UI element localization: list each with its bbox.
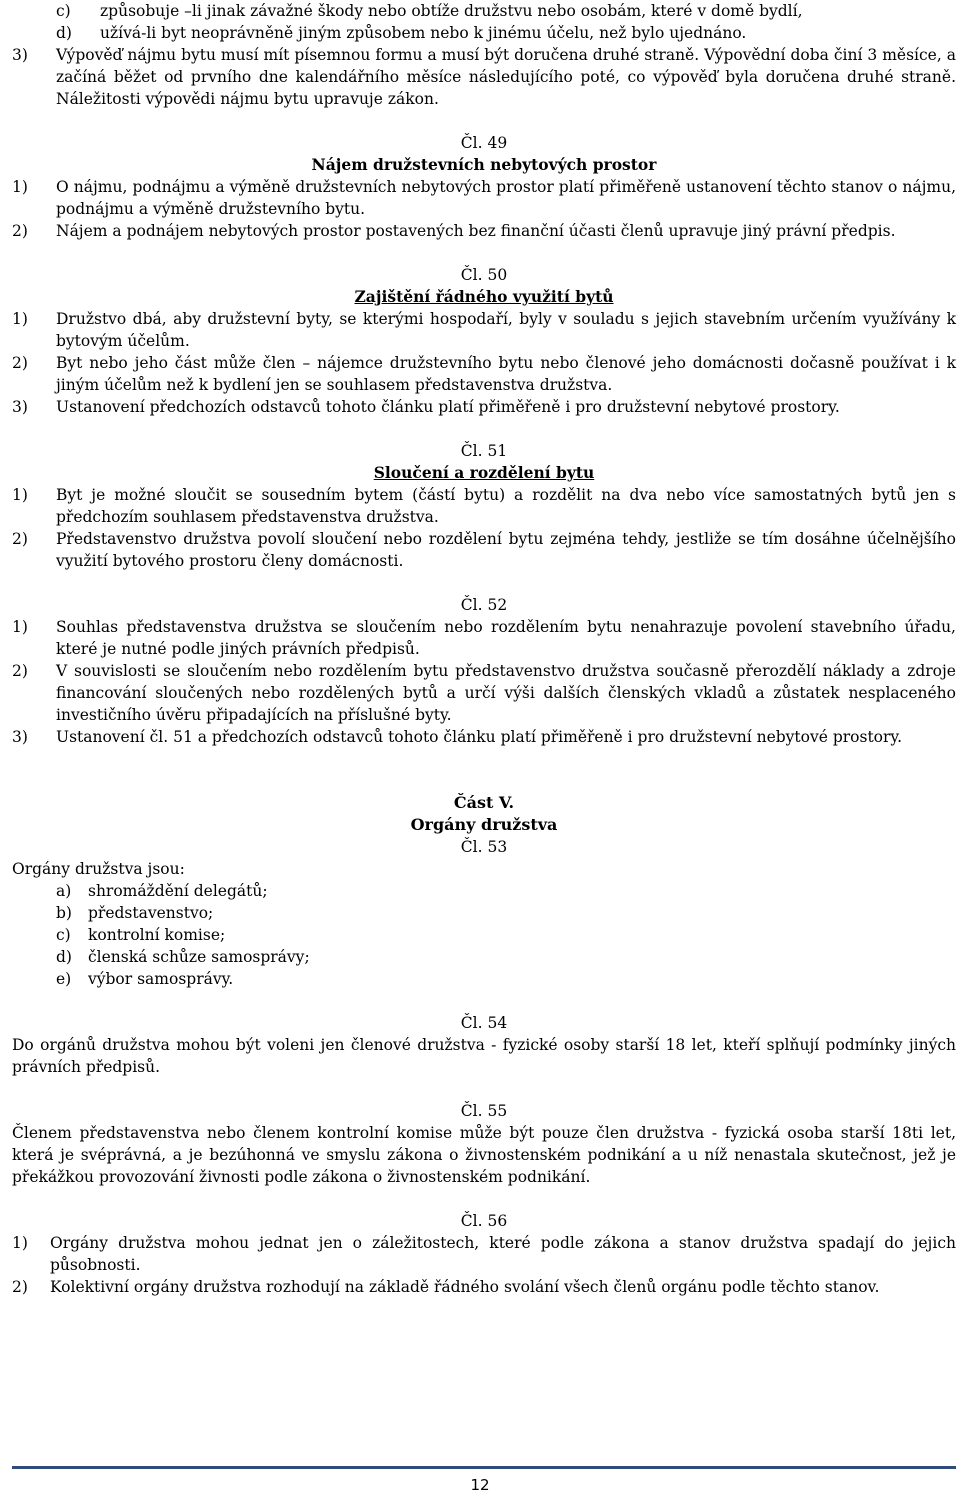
list-item [12, 396, 956, 418]
item-text: Družstvo dbá, aby družstevní byty, se kterými hospodaří, byly v souladu s jejich stavebním určením využívány k bytovým účelům. [56, 310, 956, 350]
list-item [12, 880, 956, 902]
item-text: Představenstvo družstva povolí sloučení nebo rozdělení bytu zejména tehdy, jestliže se tím dosáhne účelnějšího využití bytového prostoru členy domácnosti. [56, 530, 956, 570]
list-item [12, 946, 956, 968]
item-number: e) [56, 970, 72, 988]
part-5-title: Orgány družstva [410, 815, 558, 834]
article-54-label: Čl. 54 [460, 1014, 508, 1032]
item-number: 2) [12, 222, 28, 240]
list-item [12, 1232, 956, 1276]
item-text: Ustanovení předchozích odstavců tohoto článku platí přiměřeně i pro družstevní nebytové prostory. [56, 398, 840, 416]
item-number: 1) [12, 310, 28, 328]
article-50-title: Zajištění řádného využití bytů [354, 287, 614, 306]
article-51-label: Čl. 51 [460, 442, 508, 460]
item-text: shromáždění delegátů; [88, 882, 268, 900]
item-text: způsobuje –li jinak závažné škody nebo obtíže družstvu nebo osobám, které v domě bydlí, [100, 2, 803, 20]
item-text: Ustanovení čl. 51 a předchozích odstavců tohoto článku platí přiměřeně i pro družstevní nebytové prostory. [56, 728, 903, 746]
list-item-c [12, 0, 956, 22]
item-number: 3) [12, 398, 28, 416]
part-5-label: Část V. [453, 793, 515, 812]
item-number: 2) [12, 1278, 28, 1296]
item-text: Nájem a podnájem nebytových prostor postavených bez finanční účasti členů upravuje jiný právní předpis. [56, 222, 896, 240]
list-item [12, 616, 956, 660]
item-text: výbor samosprávy. [88, 970, 234, 988]
item-number: d) [56, 948, 72, 966]
item-text: Souhlas představenstva družstva se sloučením nebo rozdělením bytu nenahrazuje povolení stavebního úřadu, které je nutné podle jiných právních předpisů. [56, 618, 956, 658]
item-number: 1) [12, 1234, 28, 1252]
list-item-d [12, 22, 956, 44]
article-50-label: Čl. 50 [460, 266, 508, 284]
item-text: Orgány družstva mohou jednat jen o záležitostech, které podle zákona a stanov družstva spadají do jejich působnosti. [50, 1234, 956, 1274]
article-54-text: Do orgánů družstva mohou být voleni jen členové družstva - fyzické osoby starší 18 let, kteří splňují podmínky jiných právních předpisů. [12, 1036, 956, 1076]
item-number: 1) [12, 618, 28, 636]
list-item [12, 1276, 956, 1298]
item-number: 1) [12, 178, 28, 196]
item-number: b) [56, 904, 72, 922]
item-text: Byt je možné sloučit se sousedním bytem (částí bytu) a rozdělit na dva nebo více samostatných bytů jen s předchozím souhlasem představenstva družstva. [56, 486, 956, 526]
item-number: d) [56, 24, 72, 42]
article-52-label: Čl. 52 [460, 596, 508, 614]
article-56-label: Čl. 56 [460, 1212, 508, 1230]
item-number: 2) [12, 354, 28, 372]
article-53-intro: Orgány družstva jsou: [12, 860, 185, 878]
item-text: představenstvo; [88, 904, 214, 922]
list-item [12, 352, 956, 396]
list-item [12, 308, 956, 352]
page-number: 12 [470, 1476, 490, 1494]
footer-rule [12, 1466, 956, 1469]
list-item [12, 726, 956, 748]
article-55-label: Čl. 55 [460, 1102, 508, 1120]
list-item [12, 484, 956, 528]
article-55-text: Členem představenstva nebo členem kontrolní komise může být pouze člen družstva - fyzická osoba starší 18ti let, která je svéprávná, a je bezúhonná ve smyslu zákona o živnostenském podnikání a u níž nenastala skutečnost, jež je překážkou provozování živnosti podle zákona o živnostenském podnikání. [12, 1124, 956, 1186]
paragraph-3 [12, 44, 956, 110]
item-text: Výpověď nájmu bytu musí mít písemnou formu a musí být doručena druhé straně. Výpovědní doba činí 3 měsíce, a začíná běžet od prvního dne kalendářního měsíce následujícího poté, co výpověď byla doručena druhé straně. Náležitosti výpovědi nájmu bytu upravuje zákon. [56, 46, 956, 108]
list-item [12, 968, 956, 990]
list-item [12, 902, 956, 924]
article-49-title: Nájem družstevních nebytových prostor [311, 155, 657, 174]
item-text: užívá-li byt neoprávněně jiným způsobem nebo k jinému účelu, než bylo ujednáno. [100, 24, 747, 42]
item-number: a) [56, 882, 72, 900]
item-number: 2) [12, 530, 28, 548]
item-text: O nájmu, podnájmu a výměně družstevních nebytových prostor platí přiměřeně ustanovení těchto stanov o nájmu, podnájmu a výměně družstevního bytu. [56, 178, 956, 218]
item-number: 2) [12, 662, 28, 680]
item-number: 3) [12, 46, 28, 64]
article-49-label: Čl. 49 [460, 134, 508, 152]
list-item [12, 660, 956, 726]
item-text: členská schůze samosprávy; [88, 948, 310, 966]
item-text: Byt nebo jeho část může člen – nájemce družstevního bytu nebo členové jeho domácnosti dočasně používat i k jiným účelům než k bydlení jen se souhlasem představenstva družstva. [56, 354, 956, 394]
item-number: 1) [12, 486, 28, 504]
item-number: c) [56, 926, 71, 944]
article-53-label: Čl. 53 [460, 838, 508, 856]
item-number: c) [56, 2, 71, 20]
list-item [12, 176, 956, 220]
list-item [12, 220, 956, 242]
article-51-title: Sloučení a rozdělení bytu [373, 463, 595, 482]
item-number: 3) [12, 728, 28, 746]
list-item [12, 528, 956, 572]
document-page [12, 0, 956, 1298]
list-item [12, 924, 956, 946]
item-text: V souvislosti se sloučením nebo rozdělením bytu představenstvo družstva současně přerozdělí náklady a zdroje financování sloučených nebo rozdělených bytů a určí výši dalších členských vkladů a zůstatek nesplaceného investičního úvěru připadajících na příslušné byty. [56, 662, 956, 724]
item-text: Kolektivní orgány družstva rozhodují na základě řádného svolání všech členů orgánu podle těchto stanov. [50, 1278, 880, 1296]
item-text: kontrolní komise; [88, 926, 226, 944]
